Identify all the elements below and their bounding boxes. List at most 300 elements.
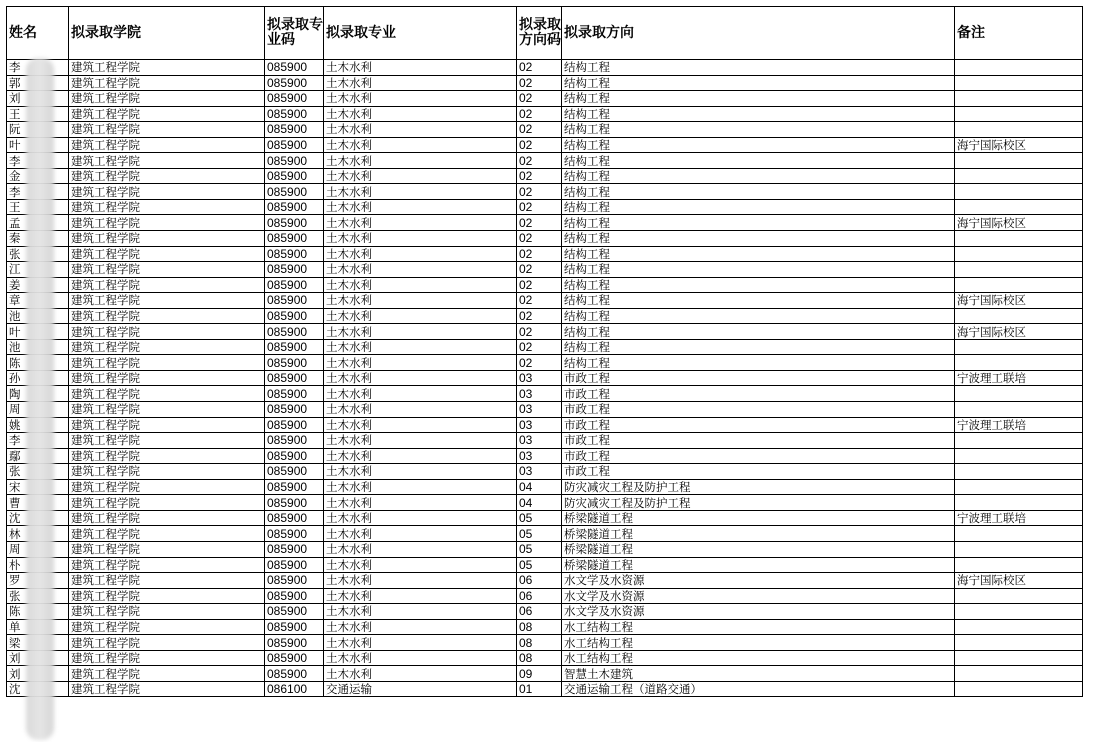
header-row (7, 7, 1083, 60)
cell-major: 土木水利 (324, 650, 517, 666)
cell-major-code: 085900 (265, 604, 324, 620)
cell-note (955, 526, 1083, 542)
cell-major-code: 085900 (265, 417, 324, 433)
cell-college: 建筑工程学院 (69, 666, 265, 682)
cell-name: 李 (7, 153, 69, 169)
cell-major: 土木水利 (324, 573, 517, 589)
cell-note (955, 588, 1083, 604)
cell-college: 建筑工程学院 (69, 526, 265, 542)
cell-direction-code: 06 (517, 588, 562, 604)
cell-college: 建筑工程学院 (69, 91, 265, 107)
table-row (7, 370, 1083, 386)
cell-major-code: 085900 (265, 666, 324, 682)
cell-major: 土木水利 (324, 153, 517, 169)
cell-name: 单 (7, 619, 69, 635)
table-row (7, 60, 1083, 76)
cell-college: 建筑工程学院 (69, 510, 265, 526)
cell-major: 土木水利 (324, 246, 517, 262)
cell-note: 海宁国际校区 (955, 293, 1083, 309)
cell-major: 土木水利 (324, 464, 517, 480)
cell-college: 建筑工程学院 (69, 433, 265, 449)
cell-direction: 水文学及水资源 (562, 604, 955, 620)
cell-direction: 结构工程 (562, 106, 955, 122)
cell-name: 李 (7, 433, 69, 449)
cell-direction: 结构工程 (562, 184, 955, 200)
cell-major-code: 085900 (265, 573, 324, 589)
table-row (7, 91, 1083, 107)
cell-direction-code: 02 (517, 215, 562, 231)
table-row (7, 75, 1083, 91)
cell-direction: 水文学及水资源 (562, 573, 955, 589)
admission-table (6, 6, 1083, 697)
cell-major: 土木水利 (324, 604, 517, 620)
cell-major-code: 085900 (265, 231, 324, 247)
cell-direction-code: 02 (517, 106, 562, 122)
cell-direction-code: 02 (517, 91, 562, 107)
cell-name: 周 (7, 541, 69, 557)
cell-major-code: 085900 (265, 619, 324, 635)
cell-major: 土木水利 (324, 184, 517, 200)
table-row (7, 510, 1083, 526)
cell-direction-code: 02 (517, 75, 562, 91)
cell-direction: 结构工程 (562, 293, 955, 309)
cell-name: 沈 (7, 681, 69, 697)
cell-direction-code: 02 (517, 262, 562, 278)
cell-major: 土木水利 (324, 137, 517, 153)
cell-note (955, 495, 1083, 511)
cell-major-code: 085900 (265, 246, 324, 262)
cell-note (955, 106, 1083, 122)
cell-direction-code: 02 (517, 199, 562, 215)
cell-direction-code: 01 (517, 681, 562, 697)
cell-college: 建筑工程学院 (69, 168, 265, 184)
cell-major: 土木水利 (324, 355, 517, 371)
cell-name: 叶 (7, 324, 69, 340)
cell-name: 叶 (7, 137, 69, 153)
cell-college: 建筑工程学院 (69, 153, 265, 169)
cell-major: 土木水利 (324, 370, 517, 386)
table-row (7, 604, 1083, 620)
cell-major-code: 085900 (265, 122, 324, 138)
cell-college: 建筑工程学院 (69, 635, 265, 651)
cell-major-code: 085900 (265, 60, 324, 76)
cell-name: 秦 (7, 231, 69, 247)
cell-direction: 市政工程 (562, 448, 955, 464)
cell-college: 建筑工程学院 (69, 650, 265, 666)
cell-direction-code: 03 (517, 402, 562, 418)
cell-direction: 结构工程 (562, 355, 955, 371)
cell-name: 李 (7, 184, 69, 200)
table-row (7, 215, 1083, 231)
cell-name: 张 (7, 464, 69, 480)
cell-direction-code: 02 (517, 137, 562, 153)
table-row (7, 262, 1083, 278)
cell-college: 建筑工程学院 (69, 402, 265, 418)
cell-direction-code: 02 (517, 324, 562, 340)
cell-name: 朴 (7, 557, 69, 573)
table-row (7, 386, 1083, 402)
cell-direction-code: 02 (517, 246, 562, 262)
cell-college: 建筑工程学院 (69, 137, 265, 153)
table-row (7, 246, 1083, 262)
cell-name: 郭 (7, 75, 69, 91)
cell-major-code: 085900 (265, 277, 324, 293)
cell-note (955, 479, 1083, 495)
cell-direction: 结构工程 (562, 324, 955, 340)
cell-direction: 水工结构工程 (562, 650, 955, 666)
cell-major-code: 085900 (265, 215, 324, 231)
cell-major-code: 085900 (265, 153, 324, 169)
table-row (7, 650, 1083, 666)
cell-major-code: 085900 (265, 324, 324, 340)
header-major-code: 拟录取专业码 (265, 7, 324, 60)
cell-name: 阮 (7, 122, 69, 138)
cell-major-code: 085900 (265, 526, 324, 542)
cell-major-code: 085900 (265, 370, 324, 386)
cell-major-code: 085900 (265, 106, 324, 122)
cell-name: 王 (7, 199, 69, 215)
cell-name: 江 (7, 262, 69, 278)
cell-college: 建筑工程学院 (69, 619, 265, 635)
cell-note (955, 91, 1083, 107)
cell-direction: 结构工程 (562, 231, 955, 247)
cell-direction-code: 05 (517, 526, 562, 542)
cell-direction: 水工结构工程 (562, 635, 955, 651)
cell-major: 土木水利 (324, 635, 517, 651)
cell-college: 建筑工程学院 (69, 215, 265, 231)
cell-college: 建筑工程学院 (69, 339, 265, 355)
cell-major: 土木水利 (324, 448, 517, 464)
cell-major: 交通运输 (324, 681, 517, 697)
cell-direction-code: 02 (517, 308, 562, 324)
cell-direction: 桥梁隧道工程 (562, 510, 955, 526)
cell-college: 建筑工程学院 (69, 681, 265, 697)
cell-college: 建筑工程学院 (69, 588, 265, 604)
cell-college: 建筑工程学院 (69, 60, 265, 76)
table-row (7, 417, 1083, 433)
cell-note (955, 386, 1083, 402)
cell-direction: 结构工程 (562, 199, 955, 215)
cell-note (955, 650, 1083, 666)
cell-note: 海宁国际校区 (955, 137, 1083, 153)
cell-direction-code: 04 (517, 495, 562, 511)
cell-college: 建筑工程学院 (69, 557, 265, 573)
cell-note: 宁波理工联培 (955, 417, 1083, 433)
cell-direction-code: 02 (517, 153, 562, 169)
cell-note: 宁波理工联培 (955, 370, 1083, 386)
cell-college: 建筑工程学院 (69, 184, 265, 200)
cell-major-code: 085900 (265, 199, 324, 215)
cell-note (955, 122, 1083, 138)
cell-note (955, 681, 1083, 697)
cell-major: 土木水利 (324, 339, 517, 355)
table-row (7, 122, 1083, 138)
cell-note (955, 619, 1083, 635)
table-row (7, 526, 1083, 542)
cell-college: 建筑工程学院 (69, 573, 265, 589)
cell-note (955, 168, 1083, 184)
table-row (7, 557, 1083, 573)
cell-direction: 结构工程 (562, 339, 955, 355)
table-row (7, 541, 1083, 557)
cell-direction-code: 03 (517, 386, 562, 402)
cell-direction-code: 09 (517, 666, 562, 682)
cell-direction-code: 02 (517, 339, 562, 355)
cell-direction-code: 02 (517, 231, 562, 247)
cell-note (955, 355, 1083, 371)
cell-major: 土木水利 (324, 666, 517, 682)
cell-major-code: 085900 (265, 91, 324, 107)
cell-college: 建筑工程学院 (69, 122, 265, 138)
table-row (7, 231, 1083, 247)
cell-college: 建筑工程学院 (69, 448, 265, 464)
cell-direction-code: 03 (517, 370, 562, 386)
cell-major: 土木水利 (324, 495, 517, 511)
cell-name: 曹 (7, 495, 69, 511)
table-row (7, 433, 1083, 449)
cell-name: 宋 (7, 479, 69, 495)
cell-direction-code: 05 (517, 510, 562, 526)
cell-direction-code: 03 (517, 433, 562, 449)
cell-direction: 水工结构工程 (562, 619, 955, 635)
cell-note (955, 635, 1083, 651)
cell-name: 张 (7, 246, 69, 262)
cell-name: 陈 (7, 355, 69, 371)
cell-college: 建筑工程学院 (69, 75, 265, 91)
cell-note: 海宁国际校区 (955, 215, 1083, 231)
cell-note (955, 60, 1083, 76)
cell-direction: 结构工程 (562, 60, 955, 76)
cell-direction: 结构工程 (562, 91, 955, 107)
cell-college: 建筑工程学院 (69, 355, 265, 371)
cell-name: 陶 (7, 386, 69, 402)
table-row (7, 666, 1083, 682)
cell-direction: 市政工程 (562, 402, 955, 418)
cell-major-code: 085900 (265, 293, 324, 309)
cell-major: 土木水利 (324, 75, 517, 91)
cell-direction-code: 08 (517, 619, 562, 635)
cell-name: 陈 (7, 604, 69, 620)
cell-direction-code: 02 (517, 355, 562, 371)
cell-college: 建筑工程学院 (69, 479, 265, 495)
cell-note (955, 666, 1083, 682)
cell-name: 张 (7, 588, 69, 604)
cell-direction-code: 05 (517, 541, 562, 557)
cell-major-code: 085900 (265, 184, 324, 200)
cell-direction-code: 02 (517, 277, 562, 293)
cell-note (955, 448, 1083, 464)
cell-direction: 结构工程 (562, 215, 955, 231)
cell-note (955, 604, 1083, 620)
header-name: 姓名 (7, 7, 69, 60)
cell-major-code: 085900 (265, 339, 324, 355)
cell-note (955, 339, 1083, 355)
cell-college: 建筑工程学院 (69, 106, 265, 122)
cell-major-code: 085900 (265, 355, 324, 371)
table-row (7, 293, 1083, 309)
cell-college: 建筑工程学院 (69, 541, 265, 557)
cell-name: 刘 (7, 666, 69, 682)
cell-direction: 桥梁隧道工程 (562, 541, 955, 557)
cell-college: 建筑工程学院 (69, 464, 265, 480)
cell-major-code: 085900 (265, 557, 324, 573)
cell-major: 土木水利 (324, 619, 517, 635)
cell-major: 土木水利 (324, 293, 517, 309)
table-row (7, 573, 1083, 589)
table-row (7, 619, 1083, 635)
cell-direction-code: 04 (517, 479, 562, 495)
cell-direction: 结构工程 (562, 246, 955, 262)
cell-name: 池 (7, 339, 69, 355)
cell-major: 土木水利 (324, 231, 517, 247)
cell-college: 建筑工程学院 (69, 199, 265, 215)
cell-major: 土木水利 (324, 215, 517, 231)
cell-direction: 交通运输工程（道路交通） (562, 681, 955, 697)
table-row (7, 106, 1083, 122)
cell-major-code: 085900 (265, 402, 324, 418)
cell-college: 建筑工程学院 (69, 386, 265, 402)
cell-note: 海宁国际校区 (955, 324, 1083, 340)
cell-college: 建筑工程学院 (69, 277, 265, 293)
header-direction: 拟录取方向 (562, 7, 955, 60)
header-major: 拟录取专业 (324, 7, 517, 60)
name-redaction-blur (26, 58, 54, 740)
cell-major: 土木水利 (324, 526, 517, 542)
cell-major: 土木水利 (324, 199, 517, 215)
cell-major-code: 085900 (265, 137, 324, 153)
cell-major-code: 085900 (265, 386, 324, 402)
cell-college: 建筑工程学院 (69, 417, 265, 433)
table-row (7, 588, 1083, 604)
cell-direction: 结构工程 (562, 262, 955, 278)
cell-direction: 桥梁隧道工程 (562, 526, 955, 542)
cell-direction: 结构工程 (562, 168, 955, 184)
table-row (7, 464, 1083, 480)
table-row (7, 479, 1083, 495)
cell-major: 土木水利 (324, 557, 517, 573)
cell-major: 土木水利 (324, 386, 517, 402)
cell-major-code: 085900 (265, 262, 324, 278)
cell-college: 建筑工程学院 (69, 293, 265, 309)
cell-major: 土木水利 (324, 106, 517, 122)
cell-college: 建筑工程学院 (69, 308, 265, 324)
cell-note (955, 557, 1083, 573)
cell-direction: 市政工程 (562, 386, 955, 402)
cell-major-code: 085900 (265, 448, 324, 464)
cell-direction: 桥梁隧道工程 (562, 557, 955, 573)
table-row (7, 635, 1083, 651)
cell-note (955, 541, 1083, 557)
cell-name: 刘 (7, 650, 69, 666)
cell-direction: 市政工程 (562, 370, 955, 386)
cell-major-code: 085900 (265, 495, 324, 511)
cell-major: 土木水利 (324, 262, 517, 278)
cell-direction-code: 03 (517, 448, 562, 464)
cell-note (955, 184, 1083, 200)
cell-name: 鄢 (7, 448, 69, 464)
cell-direction: 防灾减灾工程及防护工程 (562, 495, 955, 511)
cell-direction-code: 08 (517, 650, 562, 666)
cell-name: 周 (7, 402, 69, 418)
table-row (7, 153, 1083, 169)
cell-name: 池 (7, 308, 69, 324)
cell-note (955, 308, 1083, 324)
cell-direction-code: 02 (517, 184, 562, 200)
cell-major-code: 086100 (265, 681, 324, 697)
cell-name: 王 (7, 106, 69, 122)
table-row (7, 339, 1083, 355)
cell-name: 梁 (7, 635, 69, 651)
cell-major-code: 085900 (265, 168, 324, 184)
cell-name: 孙 (7, 370, 69, 386)
cell-name: 姚 (7, 417, 69, 433)
cell-note: 海宁国际校区 (955, 573, 1083, 589)
cell-major: 土木水利 (324, 541, 517, 557)
table-row (7, 355, 1083, 371)
cell-name: 章 (7, 293, 69, 309)
table-row (7, 199, 1083, 215)
cell-major: 土木水利 (324, 588, 517, 604)
cell-major-code: 085900 (265, 510, 324, 526)
cell-direction: 市政工程 (562, 464, 955, 480)
cell-major-code: 085900 (265, 75, 324, 91)
cell-note: 宁波理工联培 (955, 510, 1083, 526)
cell-note (955, 402, 1083, 418)
cell-note (955, 75, 1083, 91)
table-row (7, 168, 1083, 184)
cell-name: 刘 (7, 91, 69, 107)
cell-direction-code: 06 (517, 604, 562, 620)
cell-note (955, 464, 1083, 480)
cell-direction: 水文学及水资源 (562, 588, 955, 604)
cell-direction: 市政工程 (562, 417, 955, 433)
cell-major: 土木水利 (324, 277, 517, 293)
cell-name: 孟 (7, 215, 69, 231)
cell-name: 姜 (7, 277, 69, 293)
cell-major-code: 085900 (265, 650, 324, 666)
cell-major-code: 085900 (265, 464, 324, 480)
cell-college: 建筑工程学院 (69, 324, 265, 340)
table-row (7, 137, 1083, 153)
cell-name: 沈 (7, 510, 69, 526)
cell-note (955, 433, 1083, 449)
cell-note (955, 153, 1083, 169)
header-note: 备注 (955, 7, 1083, 60)
cell-college: 建筑工程学院 (69, 604, 265, 620)
cell-college: 建筑工程学院 (69, 246, 265, 262)
cell-direction: 防灾减灾工程及防护工程 (562, 479, 955, 495)
cell-direction: 结构工程 (562, 122, 955, 138)
cell-note (955, 231, 1083, 247)
cell-direction: 结构工程 (562, 153, 955, 169)
cell-college: 建筑工程学院 (69, 370, 265, 386)
cell-name: 罗 (7, 573, 69, 589)
cell-note (955, 277, 1083, 293)
cell-direction: 市政工程 (562, 433, 955, 449)
table-row (7, 402, 1083, 418)
cell-direction-code: 06 (517, 573, 562, 589)
table-row (7, 495, 1083, 511)
cell-major-code: 085900 (265, 479, 324, 495)
cell-direction: 智慧土木建筑 (562, 666, 955, 682)
table-row (7, 324, 1083, 340)
cell-direction: 结构工程 (562, 137, 955, 153)
cell-major: 土木水利 (324, 91, 517, 107)
cell-major: 土木水利 (324, 60, 517, 76)
cell-college: 建筑工程学院 (69, 231, 265, 247)
cell-major-code: 085900 (265, 588, 324, 604)
table-row (7, 681, 1083, 697)
